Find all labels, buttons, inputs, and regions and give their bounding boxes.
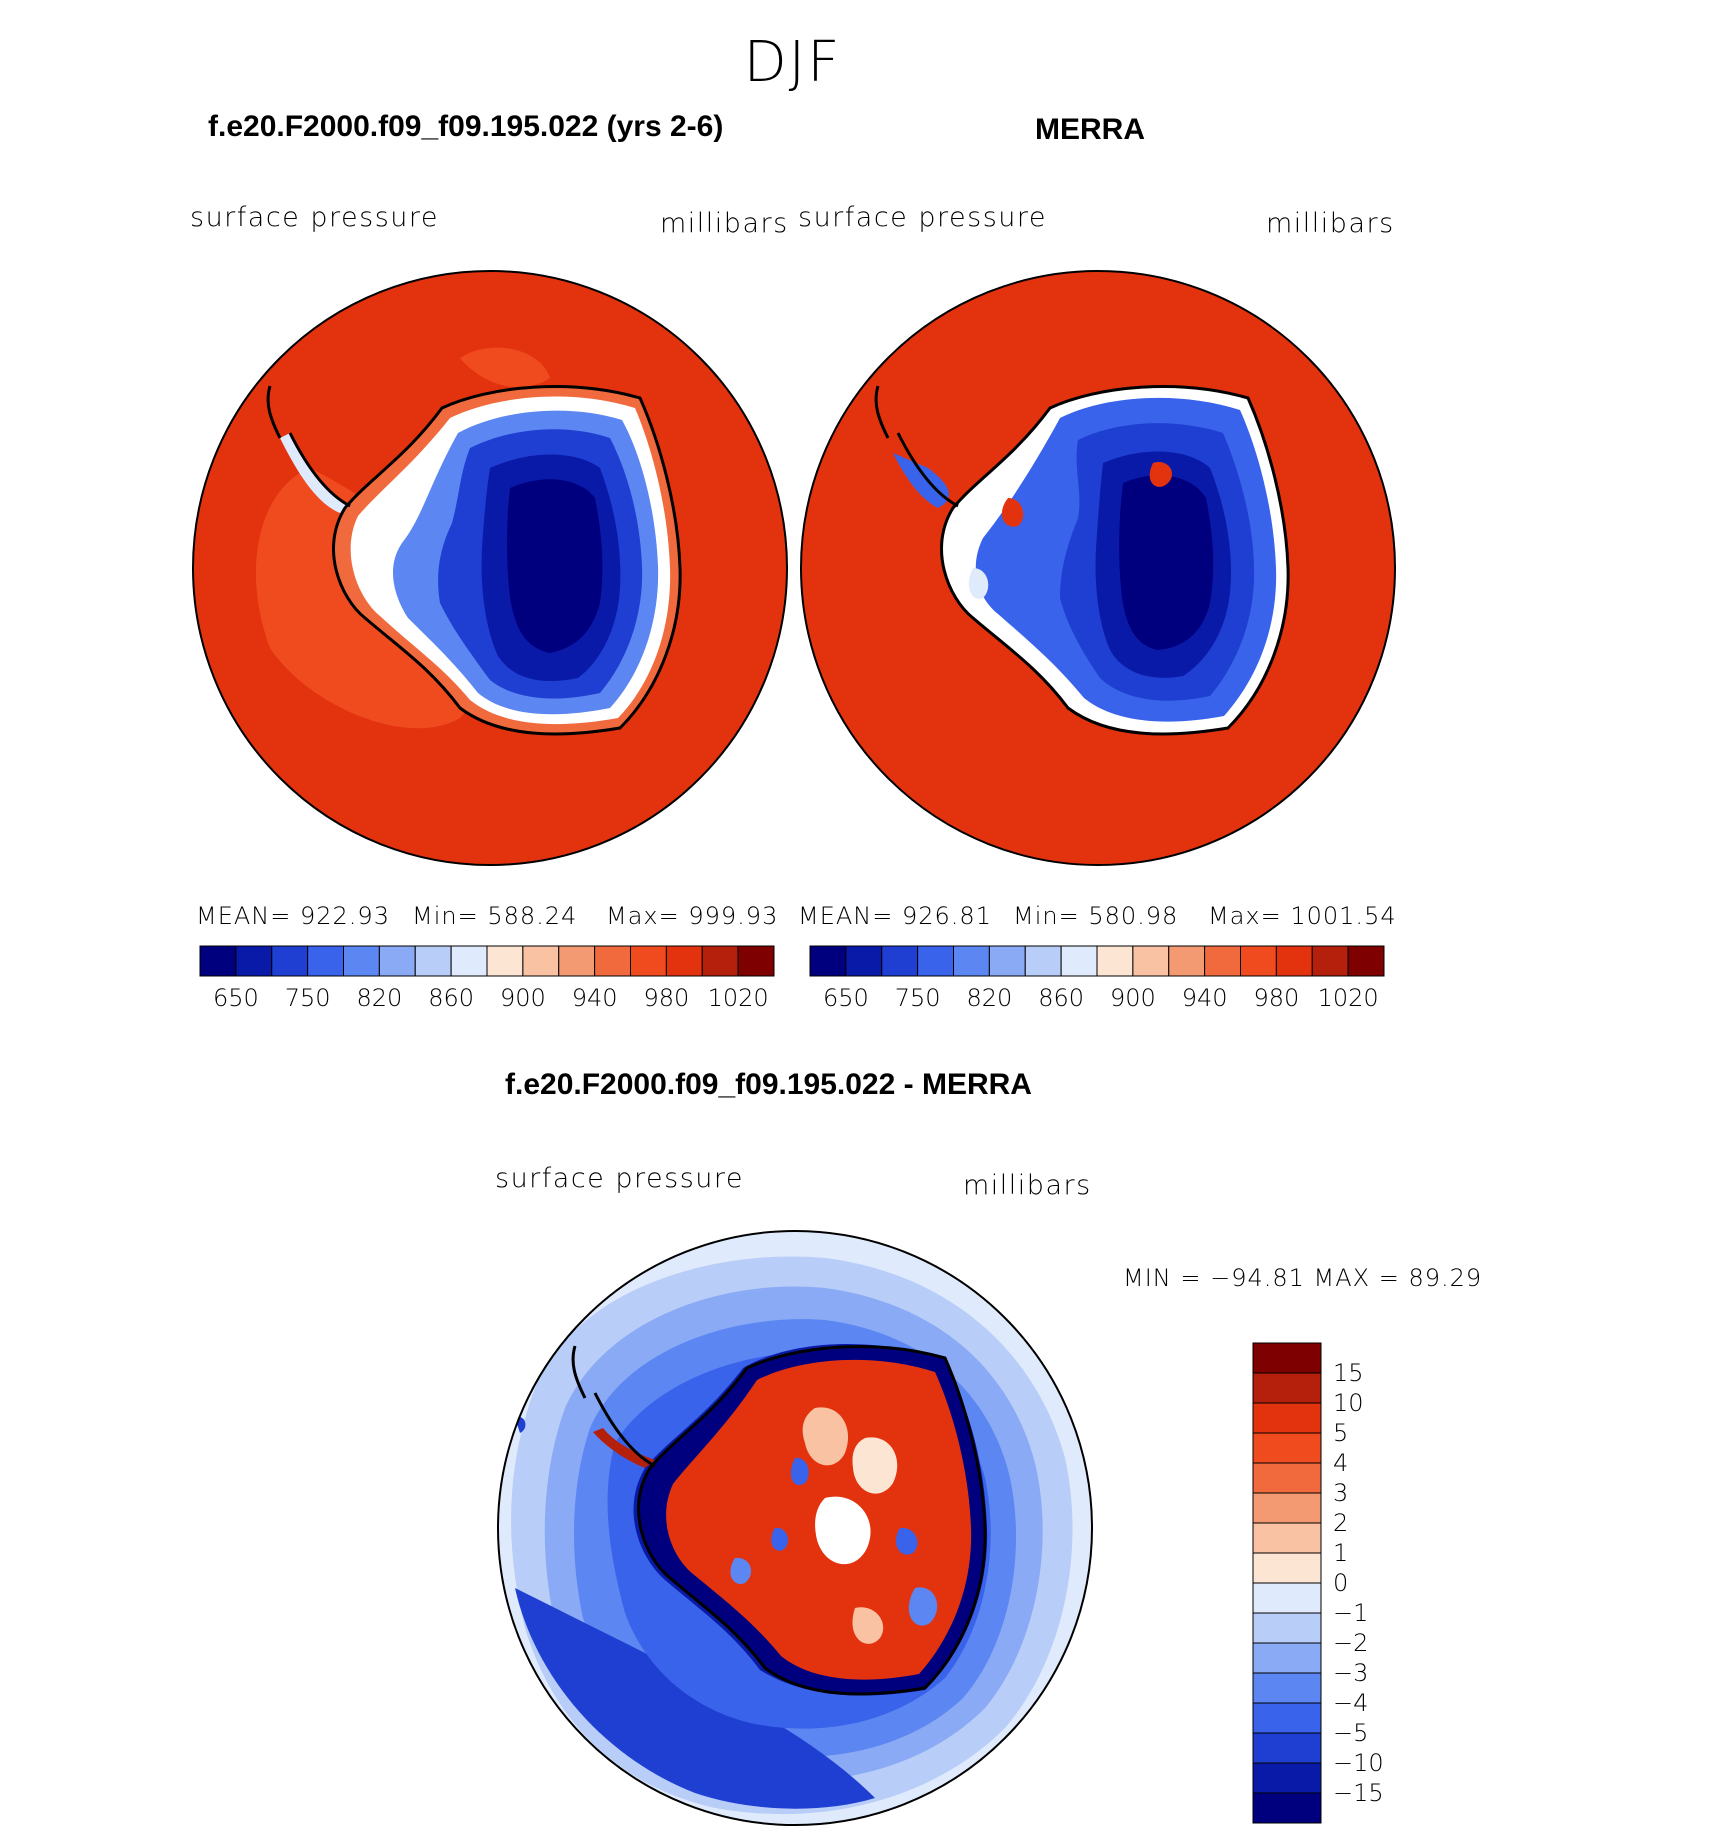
model-field-label: surface pressure [190, 202, 439, 233]
diff-colorbar-tick-label: −1 [1333, 1599, 1369, 1627]
diff-colorbar-swatch [1253, 1583, 1321, 1613]
colorbar-tick-label: 820 [356, 984, 403, 1012]
diff-colorbar-tick-label: 3 [1333, 1479, 1349, 1507]
colorbar-tick-label: 900 [499, 984, 546, 1012]
colorbar-swatch [918, 946, 954, 976]
colorbar-tick-label: 650 [822, 984, 869, 1012]
colorbar-swatch [236, 946, 272, 976]
colorbar-swatch [882, 946, 918, 976]
diff-colorbar-tick-label: −4 [1333, 1689, 1369, 1717]
colorbar-swatch [344, 946, 380, 976]
diff-colorbar-tick-label: 4 [1333, 1449, 1349, 1477]
season-title: DJF [743, 30, 842, 95]
diff-colorbar-swatch [1253, 1673, 1321, 1703]
colorbar-swatch [810, 946, 846, 976]
colorbar-swatch [1276, 946, 1312, 976]
diff-colorbar-swatch [1253, 1793, 1321, 1823]
colorbar-swatch [487, 946, 523, 976]
colorbar-swatch [379, 946, 415, 976]
colorbar-tick-label: 980 [1253, 984, 1300, 1012]
diff-field-label: surface pressure [495, 1163, 744, 1194]
colorbar-swatch [1133, 946, 1169, 976]
colorbar-tick-label: 1020 [1317, 984, 1379, 1012]
colorbar-swatch [415, 946, 451, 976]
colorbar-swatch [1025, 946, 1061, 976]
colorbar-swatch [1205, 946, 1241, 976]
colorbar-swatch [451, 946, 487, 976]
diff-colorbar-swatch [1253, 1433, 1321, 1463]
colorbar-swatch [954, 946, 990, 976]
diff-colorbar-tick-label: 0 [1333, 1569, 1349, 1597]
colorbar-swatch [1312, 946, 1348, 976]
diff-min-max: MIN = −94.81 MAX = 89.29 [1123, 1264, 1483, 1292]
colorbar-swatch [666, 946, 702, 976]
colorbar-tick-label: 940 [1181, 984, 1228, 1012]
colorbar-tick-label: 820 [966, 984, 1013, 1012]
merra-polar-map [798, 268, 1398, 868]
model-mean: MEAN= 922.93 [196, 902, 390, 930]
model-units-label: millibars [660, 208, 789, 239]
colorbar-tick-label: 900 [1109, 984, 1156, 1012]
diff-colorbar-tick-label: −5 [1333, 1719, 1369, 1747]
diff-colorbar-tick-label: 1 [1333, 1539, 1349, 1567]
colorbar-swatch [989, 946, 1025, 976]
diff-colorbar-tick-label: −10 [1333, 1749, 1384, 1777]
diff-colorbar-tick-label: 15 [1333, 1359, 1364, 1387]
diff-colorbar-swatch [1253, 1343, 1321, 1373]
diff-colorbar-tick-label: 10 [1333, 1389, 1364, 1417]
diff-colorbar-swatch [1253, 1403, 1321, 1433]
diff-colorbar-tick-label: −3 [1333, 1659, 1369, 1687]
diff-colorbar [1253, 1343, 1321, 1823]
model-panel-title: f.e20.F2000.f09_f09.195.022 (yrs 2-6) [208, 110, 724, 143]
colorbar-swatch [1061, 946, 1097, 976]
colorbar-tick-label: 1020 [707, 984, 769, 1012]
merra-mean: MEAN= 926.81 [798, 902, 992, 930]
model-max: Max= 999.93 [606, 902, 779, 930]
colorbar-swatch [702, 946, 738, 976]
colorbar-tick-label: 750 [284, 984, 331, 1012]
merra-field-label: surface pressure [798, 202, 1047, 233]
diff-colorbar-swatch [1253, 1643, 1321, 1673]
model-polar-map [190, 268, 790, 868]
diff-colorbar-tick-label: 2 [1333, 1509, 1349, 1537]
diff-colorbar-tick-label: −2 [1333, 1629, 1369, 1657]
colorbar-swatch [308, 946, 344, 976]
colorbar-swatch [272, 946, 308, 976]
colorbar-swatch [1169, 946, 1205, 976]
colorbar-tick-label: 750 [894, 984, 941, 1012]
diff-polar-map [495, 1228, 1095, 1828]
colorbar-tick-label: 860 [1038, 984, 1085, 1012]
diff-colorbar-swatch [1253, 1613, 1321, 1643]
merra-max: Max= 1001.54 [1208, 902, 1397, 930]
merra-panel-title: MERRA [1035, 113, 1145, 146]
model-min: Min= 588.24 [412, 902, 578, 930]
colorbar-swatch [523, 946, 559, 976]
merra-min: Min= 580.98 [1013, 902, 1179, 930]
merra-colorbar [810, 946, 1384, 976]
diff-colorbar-swatch [1253, 1523, 1321, 1553]
colorbar-swatch [846, 946, 882, 976]
colorbar-tick-label: 860 [428, 984, 475, 1012]
diff-colorbar-tick-label: 5 [1333, 1419, 1349, 1447]
diff-colorbar-swatch [1253, 1733, 1321, 1763]
diff-colorbar-swatch [1253, 1553, 1321, 1583]
colorbar-swatch [738, 946, 774, 976]
colorbar-swatch [1097, 946, 1133, 976]
colorbar-swatch [1348, 946, 1384, 976]
colorbar-swatch [595, 946, 631, 976]
colorbar-tick-label: 980 [643, 984, 690, 1012]
merra-units-label: millibars [1266, 208, 1395, 239]
diff-colorbar-tick-label: −15 [1333, 1779, 1384, 1807]
model-colorbar [200, 946, 774, 976]
diff-colorbar-swatch [1253, 1703, 1321, 1733]
colorbar-swatch [631, 946, 667, 976]
colorbar-swatch [559, 946, 595, 976]
diff-panel-title: f.e20.F2000.f09_f09.195.022 - MERRA [505, 1068, 1032, 1101]
diff-colorbar-swatch [1253, 1763, 1321, 1793]
colorbar-tick-label: 650 [212, 984, 259, 1012]
diff-colorbar-swatch [1253, 1373, 1321, 1403]
diff-colorbar-swatch [1253, 1463, 1321, 1493]
diff-units-label: millibars [963, 1170, 1092, 1201]
colorbar-tick-label: 940 [571, 984, 618, 1012]
colorbar-swatch [200, 946, 236, 976]
colorbar-swatch [1241, 946, 1277, 976]
diff-colorbar-swatch [1253, 1493, 1321, 1523]
